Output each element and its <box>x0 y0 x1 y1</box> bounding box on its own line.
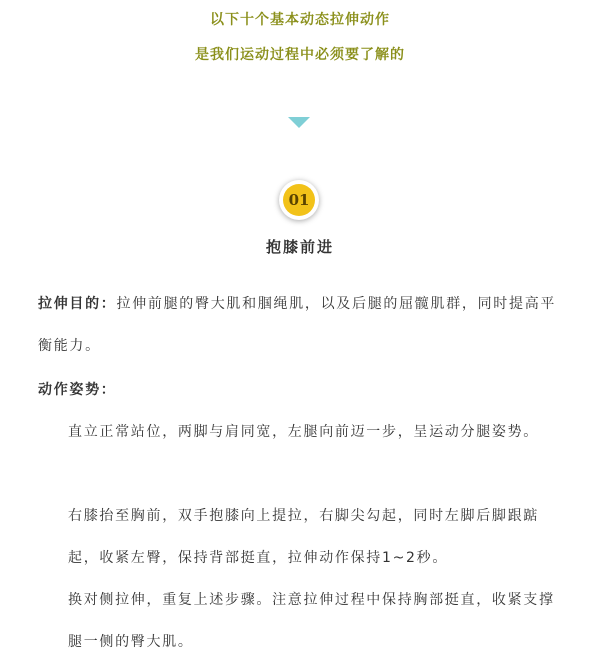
intro-line-1: 以下十个基本动态拉伸动作 <box>210 12 390 28</box>
posture-step-3: 换对侧拉伸，重复上述步骤。注意拉伸过程中保持胸部挺直，收紧支撑腿一侧的臀大肌。 <box>68 592 555 650</box>
down-triangle-icon <box>288 117 310 128</box>
purpose-text: 拉伸前腿的臀大肌和腘绳肌，以及后腿的屈髋肌群，同时提高平衡能力。 <box>38 296 557 354</box>
posture-step-1: 直立正常站位，两脚与肩同宽，左腿向前迈一步，呈运动分腿姿势。 <box>68 424 539 440</box>
posture-label: 动作姿势： <box>38 382 117 398</box>
purpose-label: 拉伸目的： <box>38 296 117 312</box>
intro-line-2: 是我们运动过程中必须要了解的 <box>195 47 405 63</box>
purpose-paragraph <box>38 283 568 367</box>
posture-step-2: 右膝抬至胸前，双手抱膝向上提拉，右脚尖勾起，同时左脚后脚跟踮起，收紧左臀，保持背部挺直，拉伸动作保持1~2秒。 <box>68 508 539 566</box>
section-title: 抱膝前进 <box>265 238 334 256</box>
section-number-badge: 01 <box>283 184 315 216</box>
